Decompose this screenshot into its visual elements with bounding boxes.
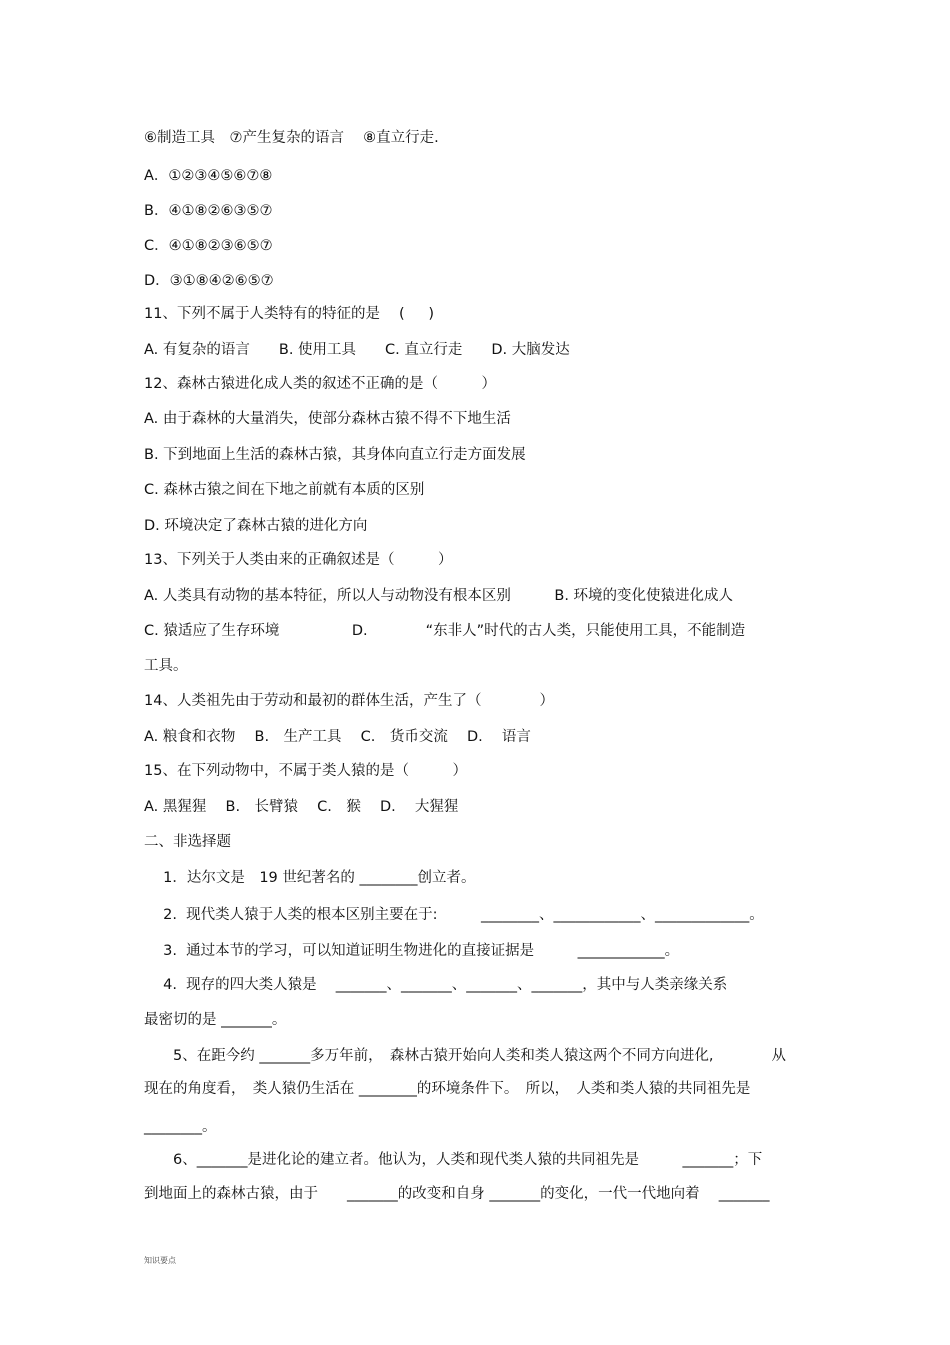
- fill-question-6-continuation: 到地面上的森林古猿，由于 _______的改变和自身 _______的变化，一代一代地向着 _______: [144, 1186, 770, 1202]
- text-line: ⑥制造工具 ⑦产生复杂的语言 ⑧直立行走.: [144, 130, 439, 146]
- option-c: C．④①⑧②③⑥⑤⑦: [144, 238, 273, 254]
- option-b: B．④①⑧②⑥③⑤⑦: [144, 203, 273, 219]
- question-11: 11、下列不属于人类特有的特征的是 ( ): [144, 306, 435, 322]
- question-12-option-a: A. 由于森林的大量消失，使部分森林古猿不得不下地生活: [144, 411, 511, 427]
- question-14: 14、人类祖先由于劳动和最初的群体生活，产生了（ ）: [144, 693, 554, 709]
- question-15: 15、在下列动物中，不属于类人猿的是（ ）: [144, 763, 467, 779]
- fill-question-5: 5、在距今约 _______多万年前， 森林古猿开始向人类和类人猿这两个不同方向进化, 从: [144, 1048, 786, 1064]
- fill-question-5-continuation: 现在的角度看， 类人猿仍生活在 ________的环境条件下。 所以， 人类和类人猿的共同祖先是: [144, 1081, 751, 1097]
- question-12: 12、森林古猿进化成人类的叙述不正确的是（ ）: [144, 376, 496, 392]
- question-13-options-ab: A. 人类具有动物的基本特征，所以人与动物没有根本区别 B. 环境的变化使猿进化成人: [144, 588, 734, 604]
- question-15-options: A. 黑猩猩 B. 长臂猿 C. 猴 D. 大猩猩: [144, 799, 459, 815]
- question-12-option-c: C. 森林古猿之间在下地之前就有本质的区别: [144, 482, 425, 498]
- fill-question-1: 1．达尔文是 19 世纪著名的 ________创立者。: [144, 870, 476, 886]
- page-footer: 知识要点: [144, 1256, 176, 1265]
- fill-question-5-end: ________。: [144, 1119, 217, 1135]
- fill-question-2: 2. 现代类人猿于人类的根本区别主要在于: ________、____________、_____________。: [144, 907, 764, 923]
- section-heading: 二、非选择题: [144, 834, 231, 850]
- question-14-options: A. 粮食和衣物 B. 生产工具 C. 货币交流 D. 语言: [144, 729, 531, 745]
- question-11-options: A. 有复杂的语言 B. 使用工具 C. 直立行走 D. 大脑发达: [144, 342, 570, 358]
- fill-question-3: 3. 通过本节的学习，可以知道证明生物进化的直接证据是 ____________。: [144, 943, 680, 959]
- question-12-option-d: D. 环境决定了森林古猿的进化方向: [144, 518, 368, 534]
- question-12-option-b: B. 下到地面上生活的森林古猿，其身体向直立行走方面发展: [144, 447, 526, 463]
- fill-question-6: 6、_______是进化论的建立者。他认为，人类和现代类人猿的共同祖先是 _______；下: [144, 1152, 763, 1168]
- question-13: 13、下列关于人类由来的正确叙述是（ ）: [144, 552, 453, 568]
- question-13-options-cd: C. 猿适应了生存环境 D. “东非人”时代的古人类，只能使用工具，不能制造: [144, 623, 746, 639]
- option-d: D．③①⑧④②⑥⑤⑦: [144, 273, 274, 289]
- fill-question-4-continuation: 最密切的是 _______。: [144, 1012, 287, 1028]
- question-13-continuation: 工具。: [144, 658, 188, 674]
- fill-question-4: 4. 现存的四大类人猿是 _______、_______、_______、_______，其中与人类亲缘关系: [144, 977, 728, 993]
- option-a: A．①②③④⑤⑥⑦⑧: [144, 168, 273, 184]
